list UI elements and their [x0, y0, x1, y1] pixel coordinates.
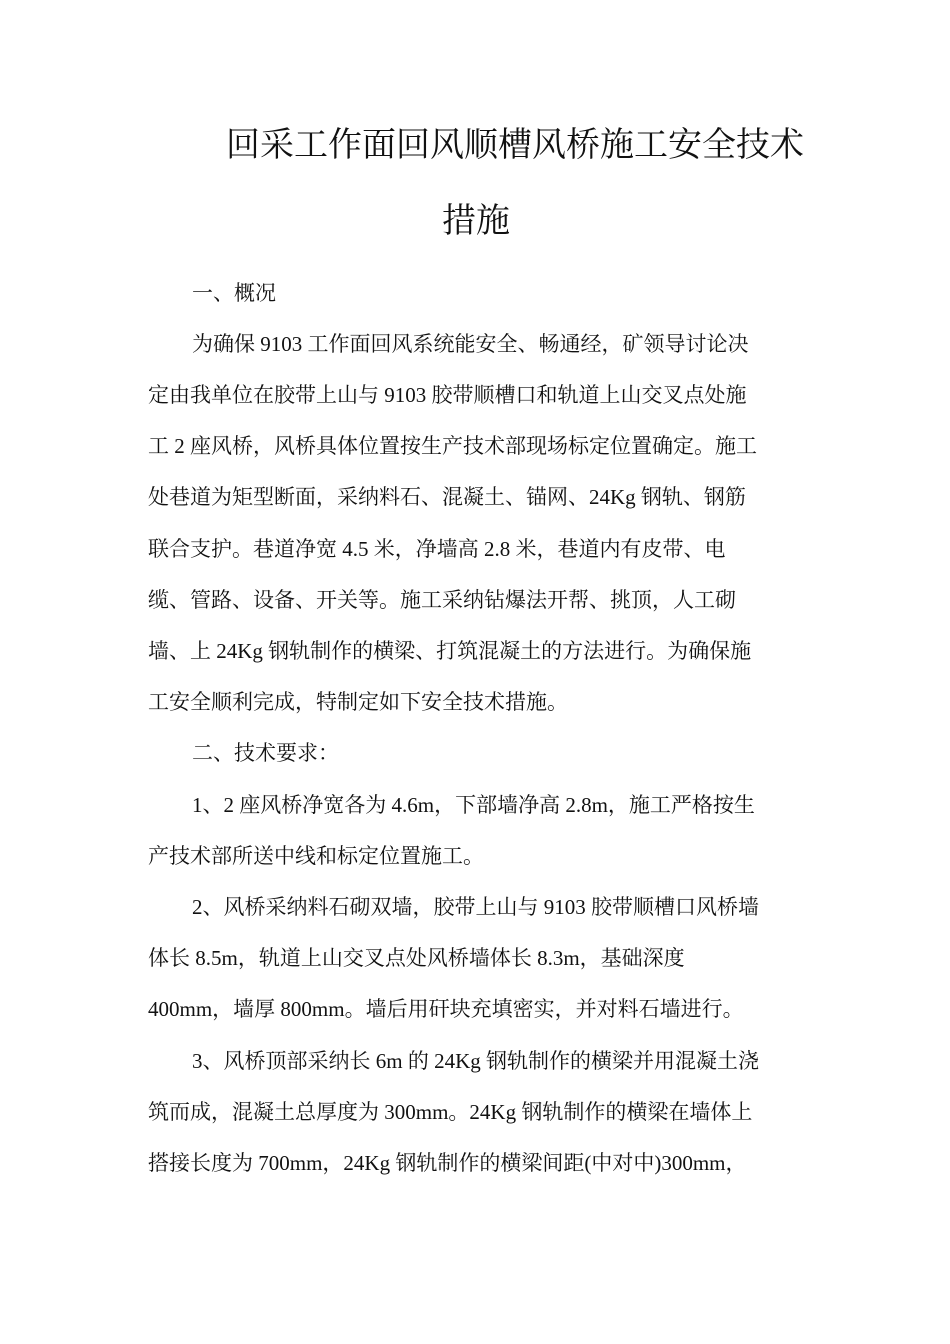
- paragraph-line: 体长 8.5m，轨道上山交叉点处风桥墙体长 8.3m，基础深度: [148, 946, 685, 970]
- paragraph-line: 产技术部所送中线和标定位置施工。: [148, 844, 484, 868]
- paragraph-line: 定由我单位在胶带上山与 9103 胶带顺槽口和轨道上山交叉点处施: [148, 383, 747, 407]
- paragraph-line: 1、2 座风桥净宽各为 4.6m，下部墙净高 2.8m，施工严格按生: [192, 793, 755, 817]
- document-title-line-1: 回采工作面回风顺槽风桥施工安全技术: [226, 127, 804, 164]
- paragraph-line: 工 2 座风桥，风桥具体位置按生产技术部现场标定位置确定。施工: [148, 434, 757, 458]
- section-heading-overview: 一、概况: [192, 281, 276, 305]
- paragraph-line: 2、风桥采纳料石砌双墙，胶带上山与 9103 胶带顺槽口风桥墙: [192, 895, 759, 919]
- paragraph-line: 墙、上 24Kg 钢轨制作的横梁、打筑混凝土的方法进行。为确保施: [148, 639, 752, 663]
- paragraph-line: 联合支护。巷道净宽 4.5 米，净墙高 2.8 米，巷道内有皮带、电: [148, 537, 726, 561]
- paragraph-line: 搭接长度为 700mm，24Kg 钢轨制作的横梁间距(中对中)300mm，: [148, 1151, 747, 1175]
- paragraph-line: 处巷道为矩型断面，采纳料石、混凝土、锚网、24Kg 钢轨、钢筋: [148, 485, 746, 509]
- paragraph-line: 工安全顺利完成，特制定如下安全技术措施。: [148, 690, 568, 714]
- paragraph-line: 400mm，墙厚 800mm。墙后用矸块充填密实，并对料石墙进行。: [148, 997, 744, 1021]
- document-title-line-2: 措施: [442, 203, 510, 240]
- section-heading-requirements: 二、技术要求：: [192, 741, 339, 765]
- paragraph-line: 缆、管路、设备、开关等。施工采纳钻爆法开帮、挑顶，人工砌: [148, 588, 736, 612]
- paragraph-line: 3、风桥顶部采纳长 6m 的 24Kg 钢轨制作的横梁并用混凝土浇: [192, 1049, 759, 1073]
- paragraph-line: 为确保 9103 工作面回风系统能安全、畅通经，矿领导讨论决: [192, 332, 749, 356]
- paragraph-line: 筑而成，混凝土总厚度为 300mm。24Kg 钢轨制作的横梁在墙体上: [148, 1100, 753, 1124]
